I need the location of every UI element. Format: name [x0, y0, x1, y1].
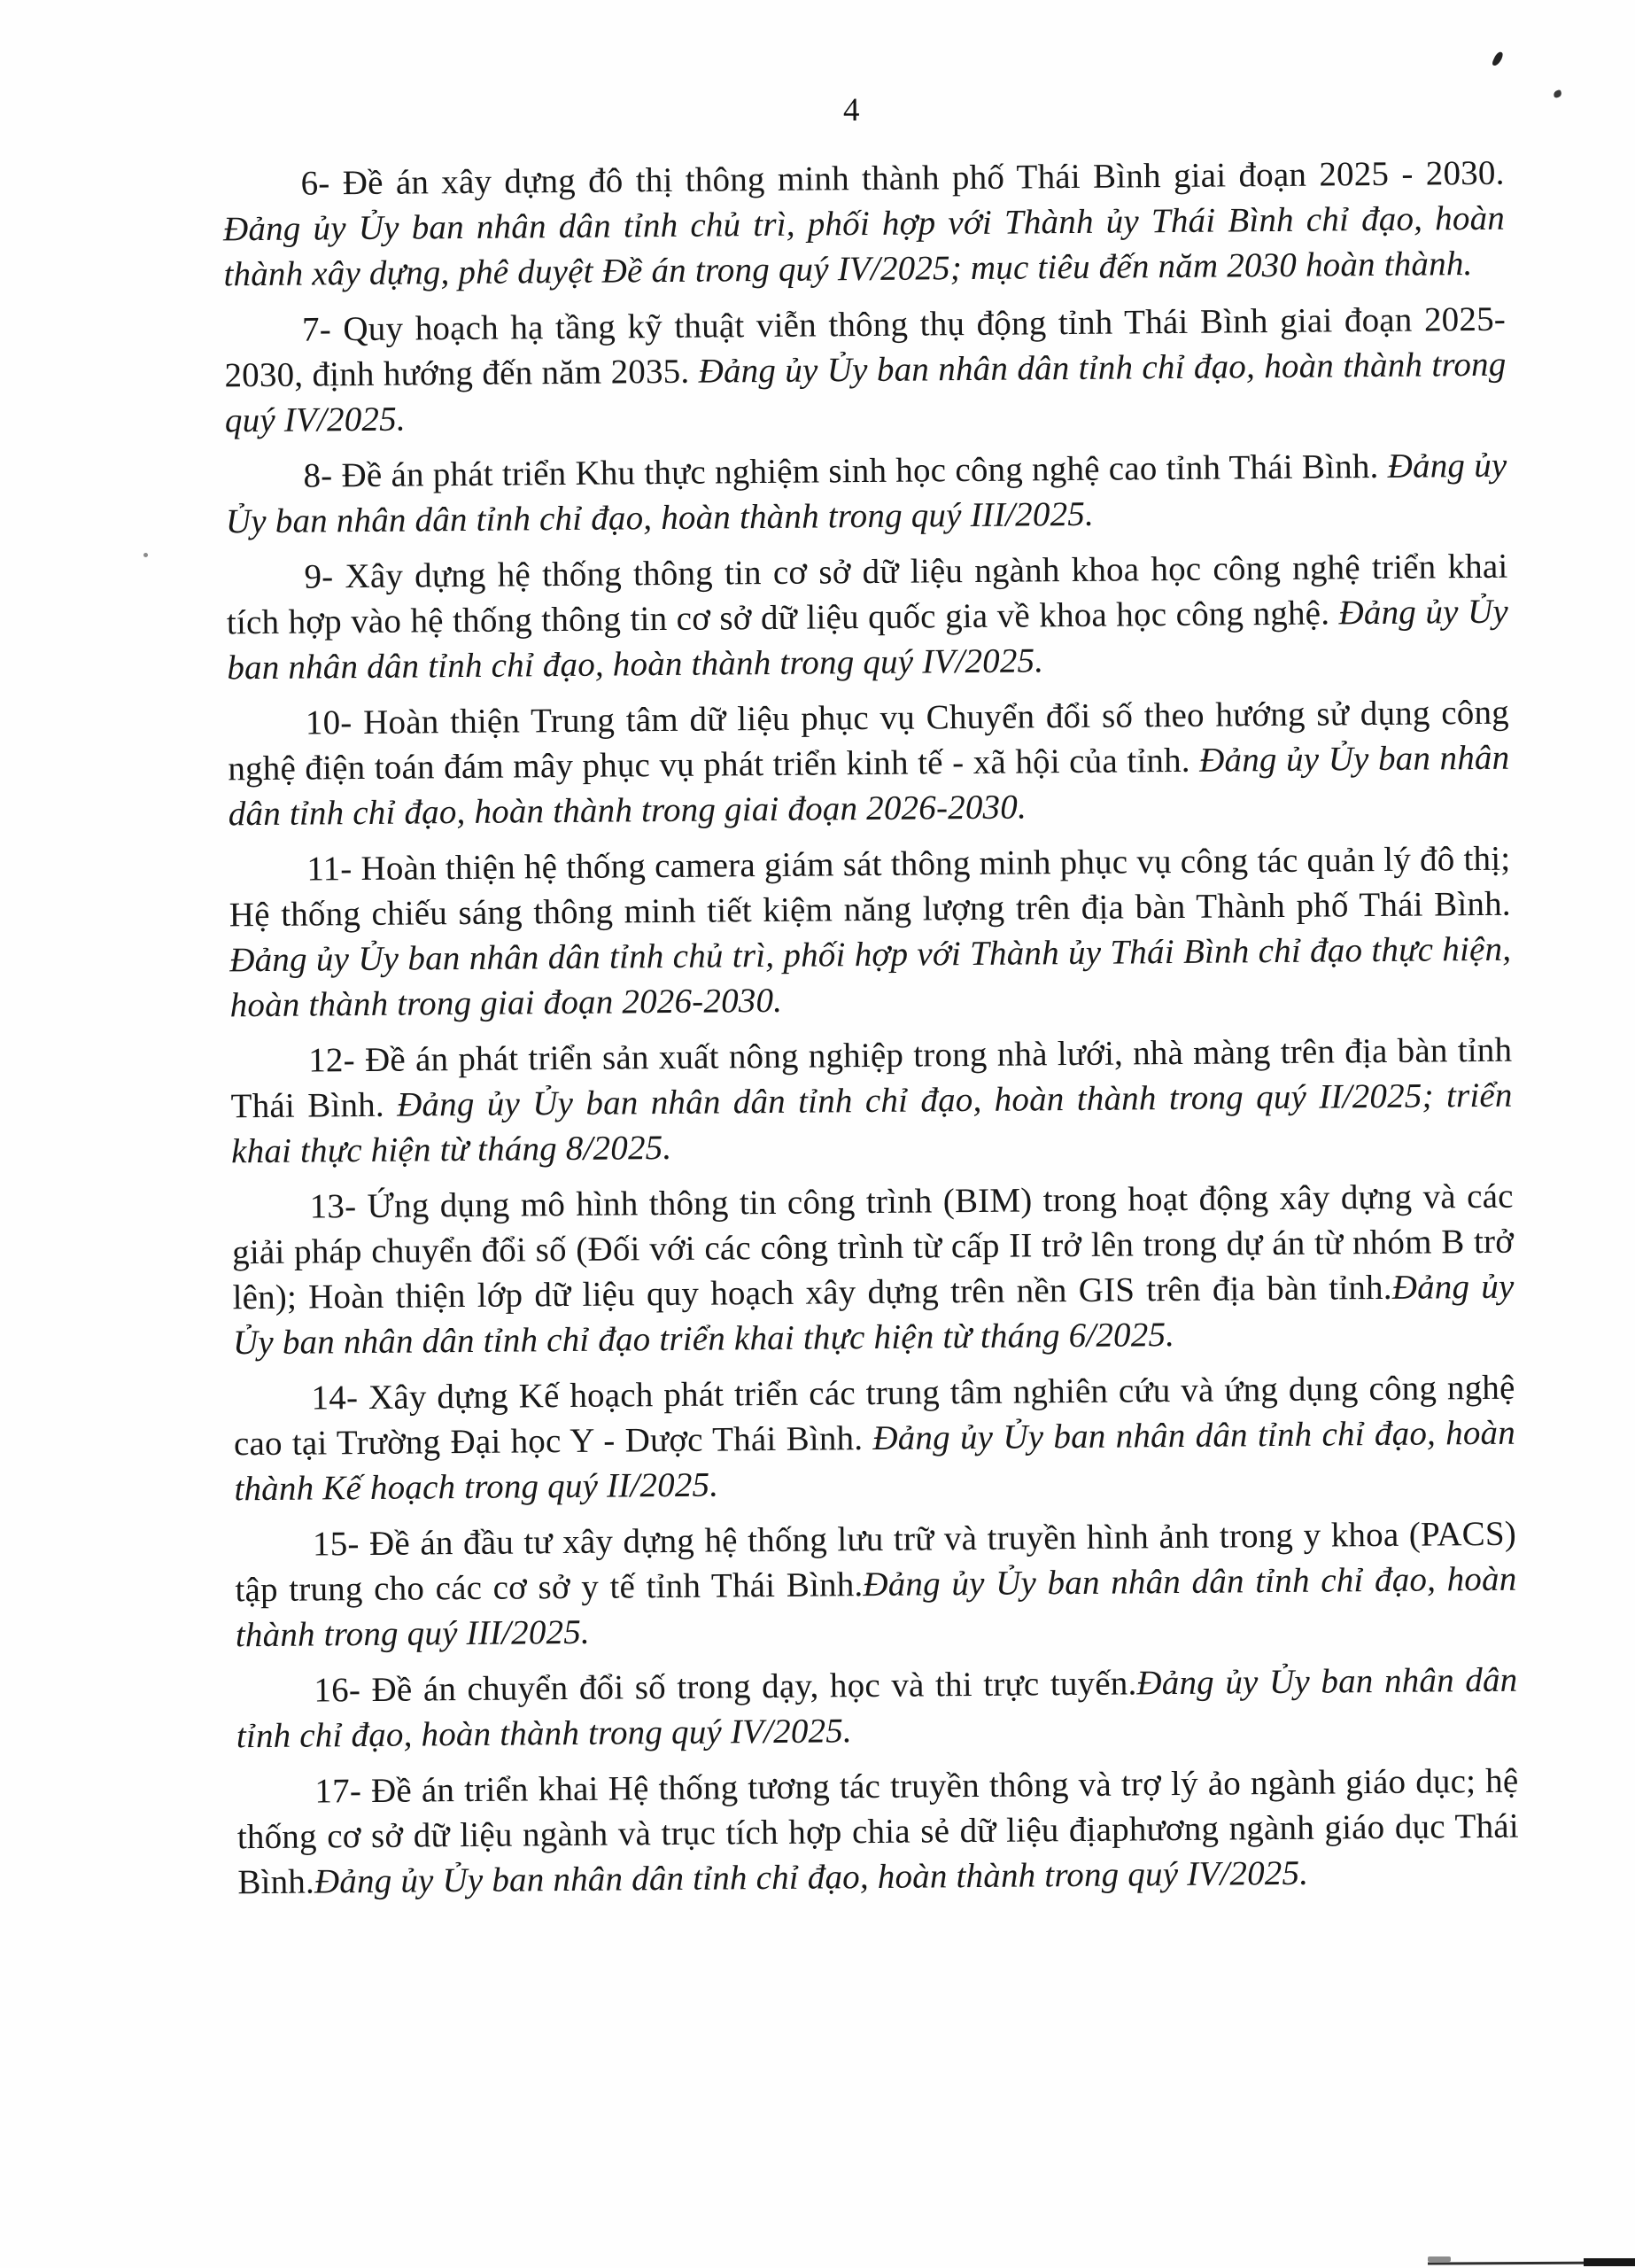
task-item	[228, 690, 1510, 837]
task-text: 8- Đề án phát triển Khu thực nghiệm sinh học công nghệ cao tỉnh Thái Bình.	[303, 447, 1388, 495]
task-item	[225, 443, 1507, 545]
task-item	[235, 1511, 1517, 1658]
task-item	[231, 1174, 1515, 1366]
task-responsible-deadline: Đảng ủy Ủy ban nhân dân tỉnh chỉ đạo, hoàn thành trong quý IV/2025.	[227, 592, 1509, 687]
scan-speck-dot	[1553, 89, 1562, 98]
task-item	[222, 151, 1505, 298]
scan-speck-comma	[1492, 50, 1504, 67]
task-responsible-deadline: Đảng ủy Ủy ban nhân dân tỉnh chỉ đạo, hoàn thành trong quý III/2025.	[235, 1559, 1517, 1655]
task-responsible-deadline: Đảng ủy Ủy ban nhân dân tỉnh chỉ đạo, hoàn thành trong quý IV/2025.	[236, 1660, 1518, 1756]
task-list	[222, 151, 1519, 1916]
scan-speck-dot-left-margin	[143, 553, 148, 557]
task-responsible-deadline: Đảng ủy Ủy ban nhân dân tỉnh chủ trì, phối hợp với Thành ủy Thái Bình chỉ đạo, hoàn thành xây dựng, phê duyệt Đề án trong quý IV/2025; mục tiêu đến năm 2030 hoàn thành.	[222, 198, 1506, 294]
task-text: 6- Đề án xây dựng đô thị thông minh thành phố Thái Bình giai đoạn 2025 - 2030.	[300, 153, 1505, 203]
task-responsible-deadline: Đảng ủy Ủy ban nhân dân tỉnh chỉ đạo triển khai thực hiện từ tháng 6/2025.	[232, 1267, 1515, 1363]
task-text: 15- Đề án đầu tư xây dựng hệ thống lưu trữ và truyền hình ảnh trong y khoa (PACS) tập trung cho các cơ sở y tế tỉnh Thái Bình.	[235, 1514, 1517, 1610]
task-item	[224, 297, 1507, 444]
task-text: 13- Ứng dụng mô hình thông tin công trình (BIM) trong hoạt động xây dựng và các giải pháp chuyển đổi số (Đối với các công trình từ cấp II trở lên trong dự án từ nhóm B trở lên); Hoàn thiện lớp dữ liệu quy hoạch xây dựng trên nền GIS trên địa bàn tỉnh.	[231, 1177, 1515, 1317]
task-item	[226, 544, 1508, 691]
task-item	[233, 1365, 1515, 1512]
task-responsible-deadline: Đảng ủy Ủy ban nhân dân tỉnh chỉ đạo, hoàn thành Kế hoạch trong quý II/2025.	[234, 1413, 1516, 1509]
task-text: 11- Hoàn thiện hệ thống camera giám sát thông minh phục vụ công tác quản lý đô thị; Hệ thống chiếu sáng thông minh tiết kiệm năng lượng trên địa bàn Thành phố Thái Bình.	[229, 839, 1511, 935]
task-text: 14- Xây dựng Kế hoạch phát triển các trung tâm nghiên cứu và ứng dụng công nghệ cao tại Trường Đại học Y - Dược Thái Bình.	[233, 1368, 1515, 1464]
task-text: 10- Hoàn thiện Trung tâm dữ liệu phục vụ Chuyển đổi số theo hướng sử dụng công nghệ điện toán đám mây phục vụ phát triển kinh tế - xã hội của tỉnh.	[228, 693, 1510, 788]
page-number: 4	[843, 92, 860, 128]
task-text: 12- Đề án phát triển sản xuất nông nghiệp trong nhà lưới, nhà màng trên địa bàn tỉnh Thái Bình.	[230, 1030, 1513, 1126]
task-item	[230, 1028, 1513, 1175]
task-responsible-deadline: Đảng ủy Ủy ban nhân dân tỉnh chủ trì, phối hợp với Thành ủy Thái Bình chỉ đạo thực hiện, hoàn thành trong giai đoạn 2026-2030.	[229, 929, 1512, 1025]
task-text: 7- Quy hoạch hạ tầng kỹ thuật viễn thông thụ động tỉnh Thái Bình giai đoạn 2025-2030, định hướng đến năm 2035.	[224, 299, 1507, 395]
task-responsible-deadline: Đảng ủy Ủy ban nhân dân tỉnh chỉ đạo, hoàn thành trong quý IV/2025.	[314, 1853, 1309, 1901]
task-responsible-deadline: Đảng ủy Ủy ban nhân dân tỉnh chỉ đạo, hoàn thành trong quý II/2025; triển khai thực hiện từ tháng 8/2025.	[230, 1076, 1513, 1171]
task-responsible-deadline: Đảng ủy Ủy ban nhân dân tỉnh chỉ đạo, hoàn thành trong quý III/2025.	[225, 446, 1507, 541]
task-text: 16- Đề án chuyển đổi số trong dạy, học và thi trực tuyến.	[314, 1664, 1137, 1710]
task-responsible-deadline: Đảng ủy Ủy ban nhân dân tỉnh chỉ đạo, hoàn thành trong quý IV/2025.	[224, 345, 1507, 440]
scan-edge-artifact-thick	[1584, 2258, 1635, 2266]
task-text: 17- Đề án triển khai Hệ thống tương tác truyền thông và trợ lý ảo ngành giáo dục; hệ thống cơ sở dữ liệu ngành và trục tích hợp chia sẻ dữ liệu địaphương ngành giáo dục Thái Bình.	[236, 1761, 1520, 1902]
scan-edge-speck	[1428, 2256, 1451, 2262]
task-item	[236, 1759, 1519, 1906]
task-item	[236, 1658, 1518, 1759]
task-text: 9- Xây dựng hệ thống thông tin cơ sở dữ liệu ngành khoa học công nghệ triển khai tích hợp vào hệ thống thông tin cơ sở dữ liệu quốc gia về khoa học công nghệ.	[226, 547, 1508, 642]
task-responsible-deadline: Đảng ủy Ủy ban nhân dân tỉnh chỉ đạo, hoàn thành trong giai đoạn 2026-2030.	[228, 738, 1510, 834]
task-item	[229, 836, 1512, 1029]
